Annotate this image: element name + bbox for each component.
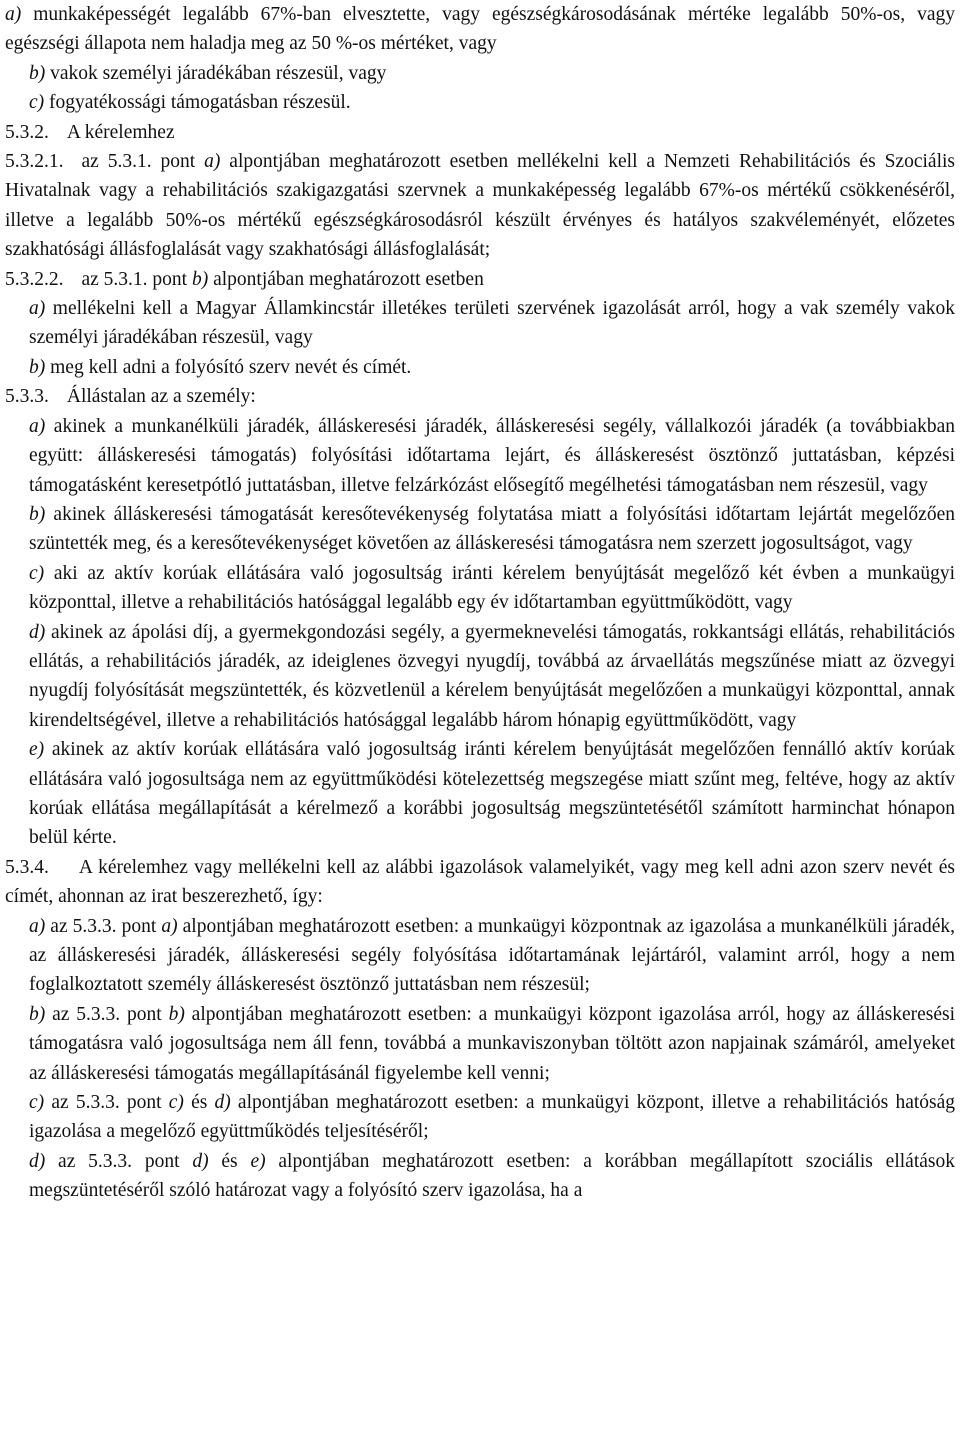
paragraph-item-a — [5, 0, 955, 59]
paragraph-5-3-3-c — [5, 559, 955, 618]
paragraph-item-b — [5, 59, 955, 88]
paragraph-5-3-4 — [5, 853, 955, 912]
item-marker: c) — [29, 562, 45, 584]
reference-text: az 5.3.1. pont — [81, 151, 205, 173]
paragraph-text: alpontjában meghatározott esetben: a munkaügyi központ, illetve a rehabilitációs hatóság igazolása a megelőző együttműködés teljesítéséről; — [29, 1092, 956, 1143]
item-marker: c) — [29, 1092, 45, 1114]
paragraph-text: aki az aktív korúak ellátására való jogosultság iránti kérelem benyújtását megelőző két évben a munkaügyi központtal, illetve a rehabilitációs hatósággal legalább egy év időtartamban együttműködött, vagy — [29, 562, 955, 614]
paragraph-5-3-2-2 — [5, 265, 955, 294]
paragraph-text: A kérelemhez vagy mellékelni kell az alábbi igazolások valamelyikét, vagy meg kell adni azon szerv nevét és címét, ahonnan az irat beszerezhető, így: — [5, 856, 955, 908]
paragraph-text: akinek a munkanélküli járadék, álláskeresési járadék, álláskeresési segély, vállalkozói járadék (a továbbiakban együtt: álláskeresési támogatás) folyósítási időtartama lejárt, és álláskeresést ösztönző juttatásban, képzési támogatásként keresetpótló juttatásban, illetve felzárkózást elősegítő megélhetési támogatásban nem részesül, vagy — [29, 415, 955, 496]
paragraph-text: alpontjában meghatározott esetben mellékelni kell a Nemzeti Rehabilitációs és Szociális Hivatalnak vagy a rehabilitációs szakigazgatási szervnek a munkaképesség legalább 67%-os mértékű csökkenéséről, illetve a legalább 50%-os mértékű egészségkárosodásról készült érvényes és hatályos szakvéleményét, előzetes szakhatósági állásfoglalását vagy szakhatósági állásfoglalását; — [5, 151, 955, 261]
paragraph-5-3-3-b — [5, 500, 955, 559]
item-marker: a) — [29, 298, 46, 320]
paragraph-text: meg kell adni a folyósító szerv nevét és címét. — [45, 356, 412, 378]
item-marker: d) — [29, 621, 46, 643]
connector-text: és — [208, 1150, 251, 1172]
paragraph-5-3-4-d — [5, 1147, 955, 1206]
item-marker: b) — [29, 62, 46, 84]
paragraph-text: akinek az ápolási díj, a gyermekgondozási segély, a gyermeknevelési támogatás, rokkantsági ellátás, rehabilitációs ellátás, a rehabilitációs járadék, az ideiglenes özvegyi nyugdíj, továbbá az árvaellátás megszűnése miatt az özvegyi nyugdíj folyósítását megszüntették, és közvetlenül a kérelem benyújtását megelőzően a munkaügyi központtal, annak kirendeltségével, illetve a rehabilitációs hatósággal legalább három hónapig együttműködött, vagy — [29, 621, 955, 731]
paragraph-5-3-4-a — [5, 912, 955, 1000]
item-marker: b) — [29, 1003, 46, 1025]
paragraph-text: mellékelni kell a Magyar Államkincstár illetékes területi szervének igazolását arról, hogy a vak személy vakok személyi járadékában részesül, vagy — [29, 298, 955, 349]
section-number: 5.3.2.1. — [5, 151, 64, 173]
reference-text: az 5.3.3. pont — [45, 1150, 193, 1172]
reference-text: az 5.3.1. pont — [81, 268, 192, 290]
item-marker: a) — [29, 915, 46, 937]
item-marker: d) — [214, 1092, 231, 1114]
paragraph-5-3-2-2-b — [5, 353, 955, 382]
paragraph-text: vakok személyi járadékában részesül, vagy — [45, 62, 387, 84]
paragraph-text: munkaképességét legalább 67%-ban elvesztette, vagy egészségkárosodásának mértéke legalább 50%-os, vagy egészségi állapota nem haladja meg az 50 %-os mértéket, vagy — [5, 4, 955, 55]
paragraph-text: alpontjában meghatározott esetben — [208, 268, 484, 290]
item-marker: d) — [192, 1150, 209, 1172]
section-heading-5-3-2 — [5, 118, 955, 147]
item-marker: c) — [168, 1092, 184, 1114]
paragraph-5-3-3-e — [5, 735, 955, 853]
item-marker: a) — [204, 151, 221, 173]
section-title: Állástalan az a személy: — [66, 386, 256, 408]
item-marker: a) — [5, 4, 22, 25]
reference-text: az 5.3.3. pont — [45, 915, 162, 937]
item-marker: b) — [29, 503, 46, 525]
paragraph-text: fogyatékossági támogatásban részesül. — [44, 92, 351, 114]
paragraph-5-3-4-c — [5, 1088, 955, 1147]
paragraph-text: akinek az aktív korúak ellátására való jogosultság iránti kérelem benyújtását megelőzően fennálló aktív korúak ellátására való jogosultsága nem az együttműködési kötelezettség megszegése miatt szűnt meg, feltéve, hogy az aktív korúak ellátása megállapítását a kérelmező a korábbi jogosultság megszüntetésétől számított harminchat hónapon belül kérte. — [29, 739, 955, 849]
section-title: A kérelemhez — [66, 121, 175, 143]
item-marker: e) — [250, 1150, 266, 1172]
section-number: 5.3.2. — [5, 121, 49, 143]
paragraph-5-3-3-a — [5, 412, 955, 500]
section-number: 5.3.3. — [5, 386, 49, 408]
reference-text: az 5.3.3. pont — [45, 1003, 169, 1025]
item-marker: d) — [29, 1150, 46, 1172]
reference-text: az 5.3.3. pont — [44, 1092, 169, 1114]
section-heading-5-3-3 — [5, 382, 955, 411]
item-marker: b) — [168, 1003, 185, 1025]
item-marker: b) — [191, 268, 209, 290]
section-number: 5.3.2.2. — [5, 268, 64, 290]
paragraph-text: alpontjában meghatározott esetben: a korábban megállapított szociális ellátások megszüntetéséről szóló határozat vagy a folyósító szerv igazolása, ha a — [29, 1150, 955, 1202]
paragraph-5-3-2-2-a — [5, 294, 955, 353]
paragraph-text: alpontjában meghatározott esetben: a munkaügyi központ igazolása arról, hogy az álláskeresési támogatásra való jogosultsága nem áll fenn, továbbá a munkaviszonyban töltött azon napjainak számáról, amelyeket az álláskeresési támogatás megállapításánál figyelembe kell venni; — [29, 1003, 955, 1084]
item-marker: a) — [161, 915, 178, 937]
item-marker: a) — [29, 415, 46, 437]
item-marker: c) — [29, 92, 45, 114]
paragraph-5-3-2-1 — [5, 147, 955, 265]
paragraph-text: akinek álláskeresési támogatását keresőtevékenység folytatása miatt a folyósítási időtartam lejártát megelőzően szüntették meg, és a keresőtevékenységet követően az álláskeresési támogatásra nem szerzett jogosultságot, vagy — [29, 503, 955, 555]
section-number: 5.3.4. — [5, 856, 49, 878]
connector-text: és — [183, 1092, 215, 1114]
paragraph-item-c — [5, 88, 955, 117]
paragraph-5-3-4-b — [5, 1000, 955, 1088]
item-marker: b) — [29, 356, 46, 378]
paragraph-text: alpontjában meghatározott esetben: a munkaügyi központnak az igazolása a munkanélküli járadék, az álláskeresési járadék, álláskeresési segély folyósítása időtartamának lejártáról, valamint arról, hogy a nem foglalkoztatott személy álláskeresést ösztönző juttatásban nem részesül; — [29, 915, 955, 996]
paragraph-5-3-3-d — [5, 618, 955, 736]
item-marker: e) — [29, 739, 45, 761]
